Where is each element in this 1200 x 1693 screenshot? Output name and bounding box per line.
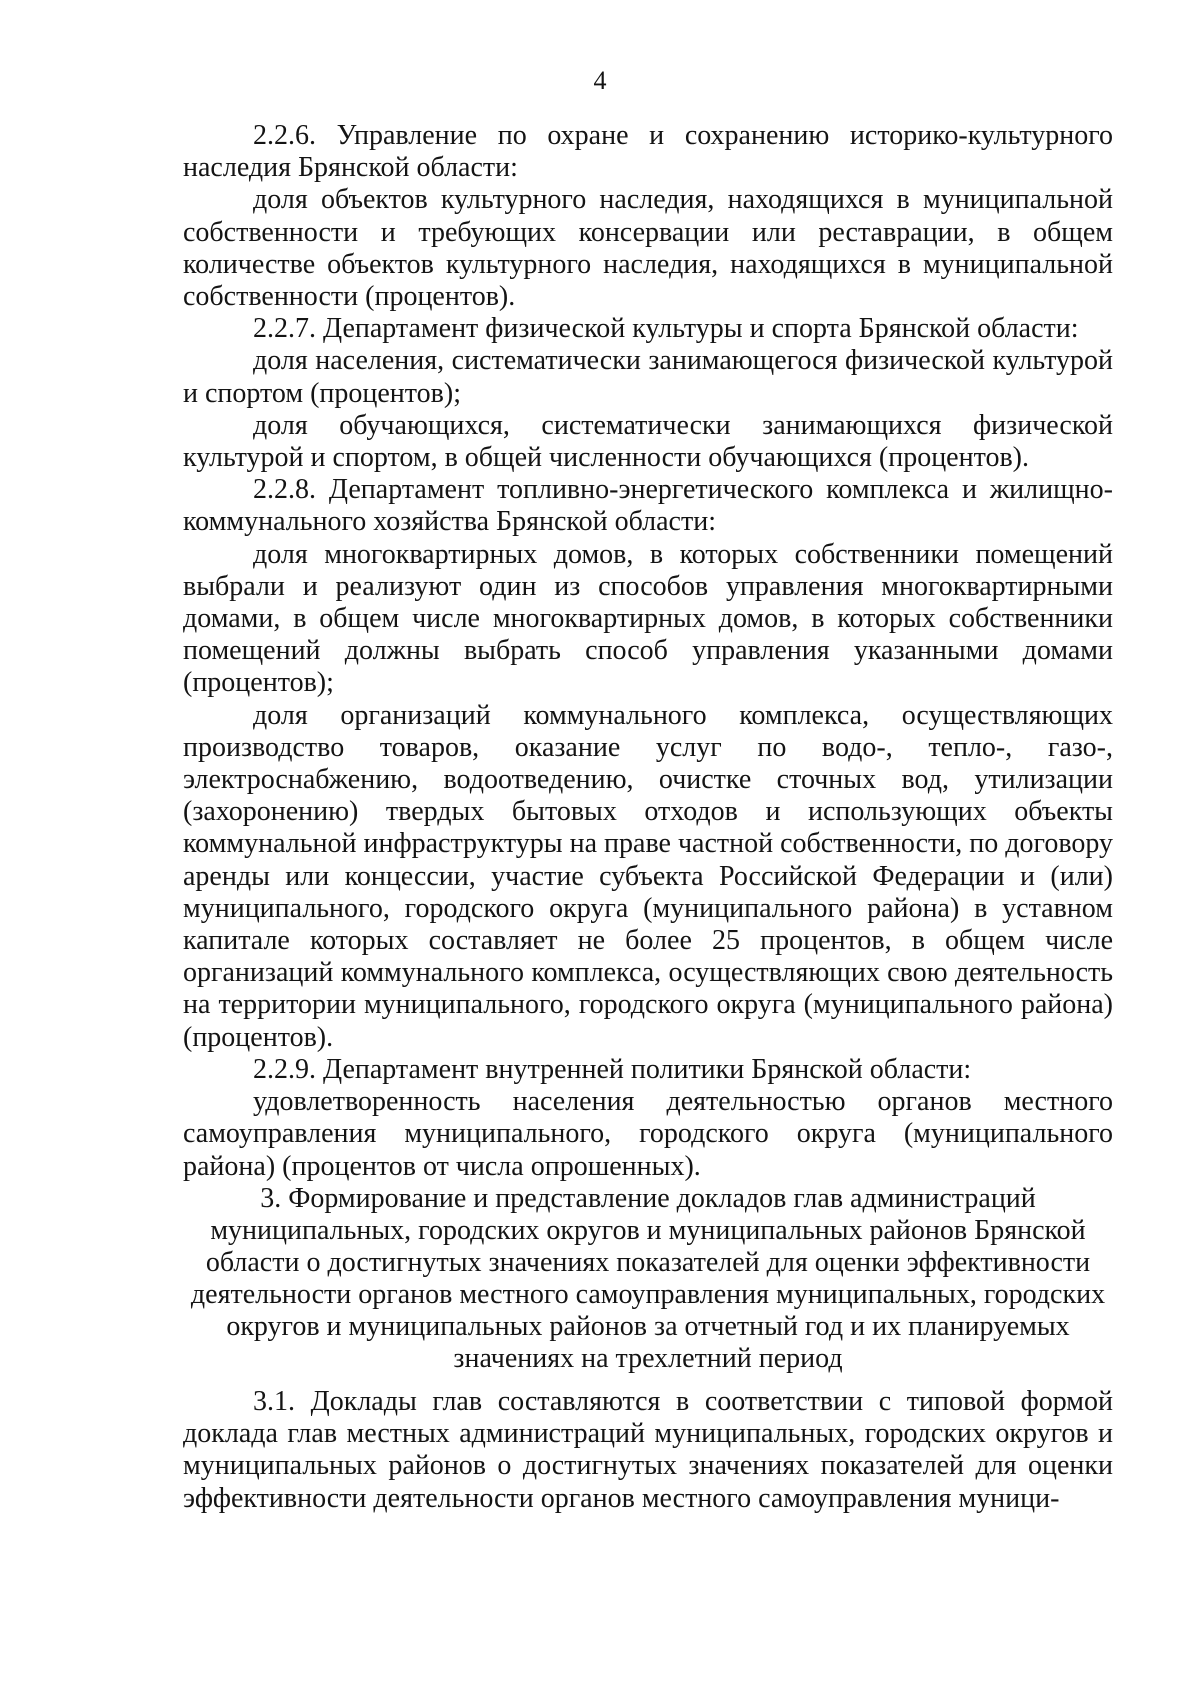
paragraph: 2.2.8. Департамент топливно-энергетического комплекса и жилищно-коммунального хозяйства Брянской области: (183, 474, 1113, 538)
section-heading-line: области о достигнутых значениях показателей для оценки эффективности (205, 1247, 1091, 1278)
section-heading-line: значениях на трехлетний период (453, 1343, 843, 1374)
paragraph: 2.2.6. Управление по охране и сохранению историко-культурного наследия Брянской области: (183, 120, 1113, 184)
section-heading-line: округов и муниципальных районов за отчетный год и их планируемых (226, 1311, 1070, 1342)
paragraph: доля организаций коммунального комплекса, осуществляющих производство товаров, оказание услуг по водо-, тепло-, газо-, электроснабжению, водоотведению, очистке сточных вод, утилизации (захоронению) твердых бытовых отходов и использующих объекты коммунальной инфраструктуры на праве частной собственности, по договору аренды или концессии, участие субъекта Российской Федерации и (или) муниципального, городского округа (муниципального района) в уставном капитале которых составляет не более 25 процентов, в общем числе организаций коммунального комплекса, осуществляющих свою деятельность на территории муниципального, городского округа (муниципального района) (процентов). (183, 699, 1113, 1053)
body-text-block (183, 120, 1113, 1183)
paragraph: 2.2.7. Департамент физической культуры и спорта Брянской области: (253, 313, 1079, 345)
paragraph: 2.2.9. Департамент внутренней политики Брянской области: (253, 1053, 972, 1085)
paragraph: доля объектов культурного наследия, находящихся в муниципальной собственности и требующих консервации или реставрации, в общем количестве объектов культурного наследия, находящихся в муниципальной собственности (процентов). (183, 184, 1113, 313)
paragraph: 3.1. Доклады глав составляются в соответствии с типовой формой доклада глав местных администраций муниципальных, городских округов и муниципальных районов о достигнутых значениях показателей для оценки эффективности деятельности органов местного самоуправления муници- (183, 1386, 1113, 1514)
page-number: 4 (593, 66, 607, 95)
paragraph: удовлетворенность населения деятельностью органов местного самоуправления муниципального, городского округа (муниципального района) (процентов от числа опрошенных). (183, 1086, 1113, 1182)
body-text-block-2 (183, 1386, 1113, 1515)
paragraph: доля многоквартирных домов, в которых собственники помещений выбрали и реализуют один из способов управления многоквартирными домами, в общем числе многоквартирных домов, в которых собственники помещений должны выбрать способ управления указанными домами (процентов); (183, 538, 1113, 699)
section-heading (183, 1183, 1113, 1375)
section-heading-line: муниципальных, городских округов и муниципальных районов Брянской (210, 1215, 1086, 1246)
paragraph: доля населения, систематически занимающегося физической культурой и спортом (процентов); (183, 345, 1113, 409)
section-heading-line: деятельности органов местного самоуправления муниципальных, городских (190, 1279, 1106, 1310)
paragraph: доля обучающихся, систематически занимающихся физической культурой и спортом, в общей численности обучающихся (процентов). (183, 409, 1113, 474)
section-heading-line: 3. Формирование и представление докладов глав администраций (260, 1183, 1036, 1214)
